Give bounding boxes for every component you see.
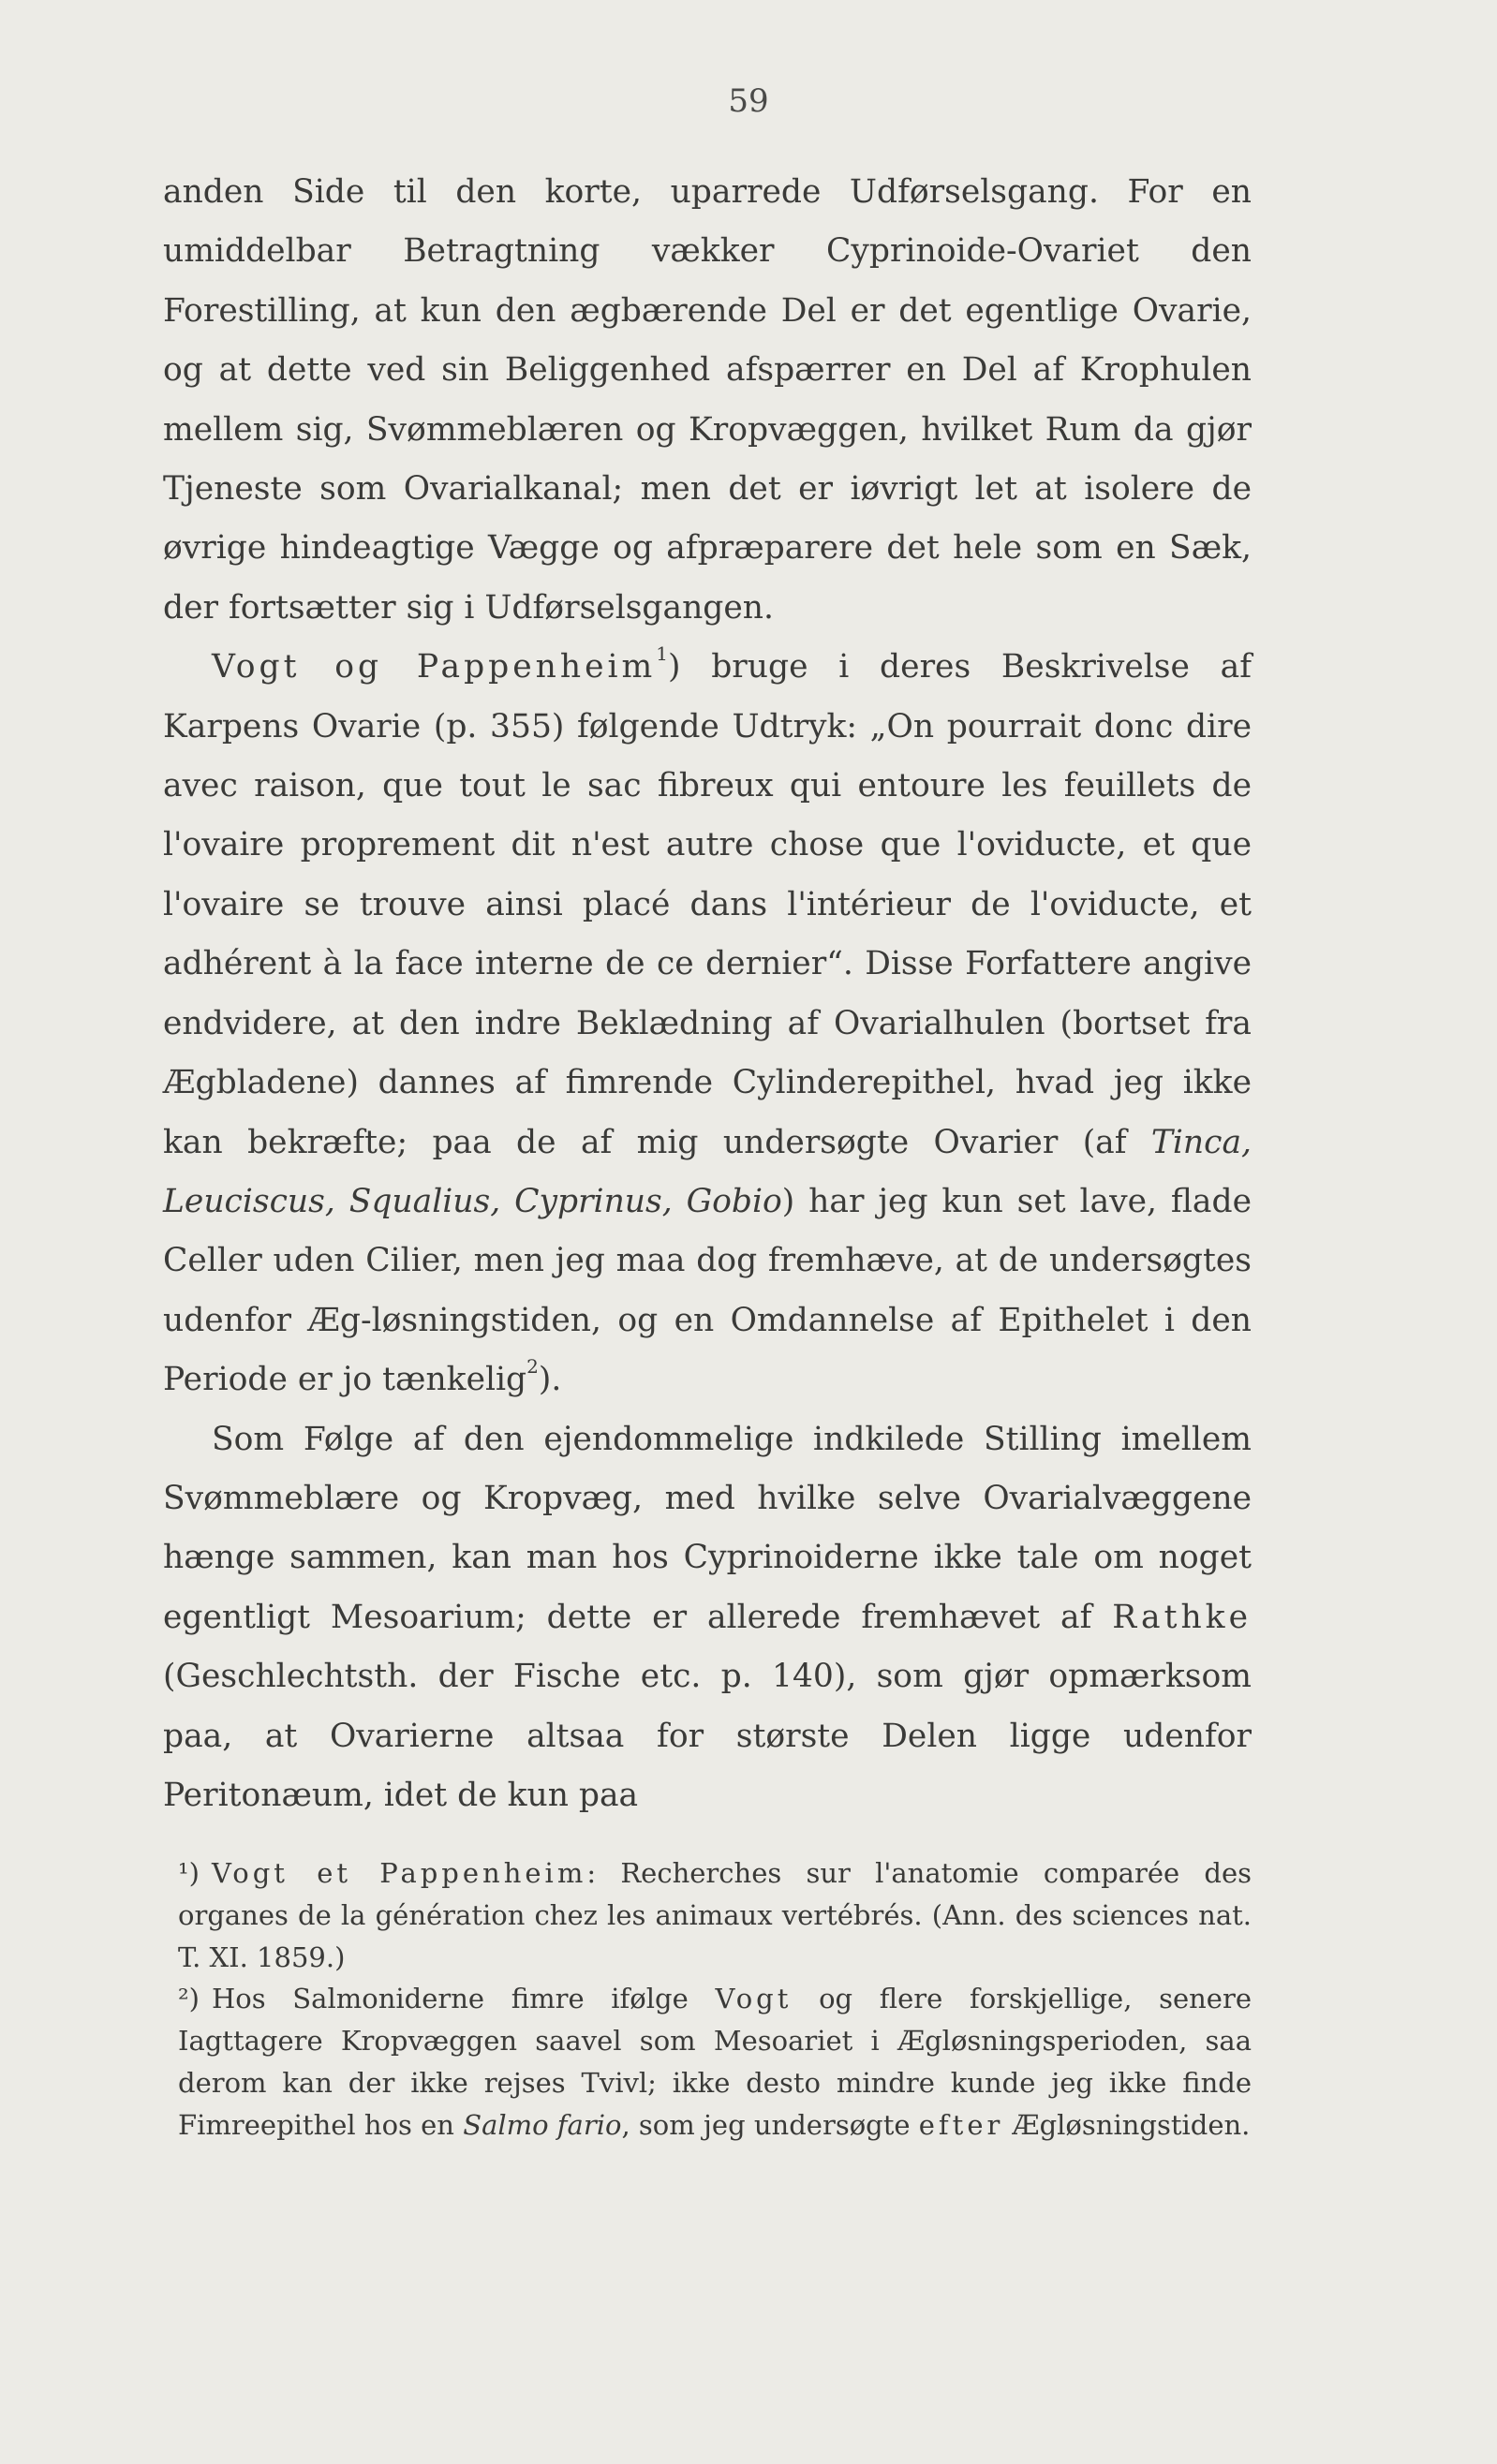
paragraph-3 [163, 1410, 1252, 1826]
text-segment: Som Følge af den ejendommelige indkilede Stilling imellem Svømmeblære og Kropvæg, med hvilke selve Ovarialvæggene hænge sammen, kan man hos Cyprinoiderne ikke tale om noget egentligt Mesoarium; dette er allerede fremhævet af [163, 1420, 1252, 1636]
text-segment: 2 [526, 1355, 539, 1379]
footnote-segment: : Recherches sur l'anatomie comparée des organes de la génération chez les animaux vertébrés. (Ann. des sciences nat. T. XI. 1859.) [178, 1857, 1252, 1973]
paragraph-2 [163, 638, 1252, 1409]
footnote-segment: Ægløsningstiden. [1003, 2108, 1251, 2141]
text-segment: 1 [656, 642, 668, 666]
text-segment: Vogt og Pappenheim [212, 648, 657, 686]
footnote-2 [178, 1978, 1252, 2146]
text-segment: ). [538, 1361, 562, 1399]
text-segment: Rathke [1112, 1598, 1252, 1636]
text-segment: ) har jeg kun set lave, flade Celler uden Cilier, men jeg maa dog fremhæve, at de undersøgtes udenfor Æg-løsningstiden, og en Omdannelse af Epithelet i den Periode er jo tænkelig [163, 1182, 1252, 1399]
text-segment: Tinca, Leuciscus, Squalius, Cyprinus, Gobio [163, 1123, 1252, 1220]
text-segment: (Geschlechtsth. der Fische etc. p. 140), som gjør opmærksom paa, at Ovarierne altsaa for største Delen ligge udenfor Peritonæum, idet de kun paa [163, 1658, 1252, 1814]
footnote-segment: efter [918, 2108, 1004, 2141]
footnote-segment: Vogt et Pappenheim [212, 1857, 587, 1889]
footnote-segment: Salmo fario [463, 2108, 622, 2141]
page-number: 59 [728, 82, 769, 120]
text-segment: ) bruge i deres Beskrivelse af Karpens Ovarie (p. 355) følgende Udtryk: „On pourrait donc dire avec raison, que tout le sac fibreux qui entoure les feuillets de l'ovaire proprement dit n'est autre chose que l'oviducte, et que l'ovaire se trouve ainsi placé dans l'intérieur de l'oviducte, et adhérent à la face interne de ce dernier“. Disse Forfattere angive endvidere, at den indre Beklædning af Ovarialhulen (bortset fra Ægbladene) dannes af fimrende Cylinderepithel, hvad jeg ikke kan bekræfte; paa de af mig undersøgte Ovarier (af [163, 648, 1252, 1161]
footnote-mark: ²) [178, 1983, 200, 2015]
footnote-segment: , som jeg undersøgte [621, 2108, 919, 2141]
text-segment: anden Side til den korte, uparrede Udførselsgang. For en umiddelbar Betragtning vækker Cyprinoide-Ovariet den Forestilling, at kun den ægbærende Del er det egentlige Ovarie, og at dette ved sin Beliggenhed afspærrer en Del af Krophulen mellem sig, Svømmeblæren og Kropvæggen, hvilket Rum da gjør Tjeneste som Ovarialkanal; men det er iøvrigt let at isolere de øvrige hindeagtige Vægge og afpræparere det hele som en Sæk, der fortsætter sig i Udførselsgangen. [163, 173, 1252, 627]
paragraph-1 [163, 163, 1252, 638]
footnotes [178, 1852, 1252, 2147]
footnote-segment: Hos Salmoniderne fimre ifølge [212, 1983, 716, 2015]
footnote-segment: og flere forskjellige, senere Iagttagere Kropvæggen saavel som Mesoariet i Ægløsningsperioden, saa derom kan der ikke rejses Tvivl; ikke desto mindre kunde jeg ikke finde Fimreepithel hos en [178, 1983, 1252, 2141]
footnote-1 [178, 1852, 1252, 1978]
body-text [163, 163, 1252, 1825]
footnote-segment: Vogt [715, 1983, 793, 2015]
footnote-mark: ¹) [178, 1857, 200, 1889]
